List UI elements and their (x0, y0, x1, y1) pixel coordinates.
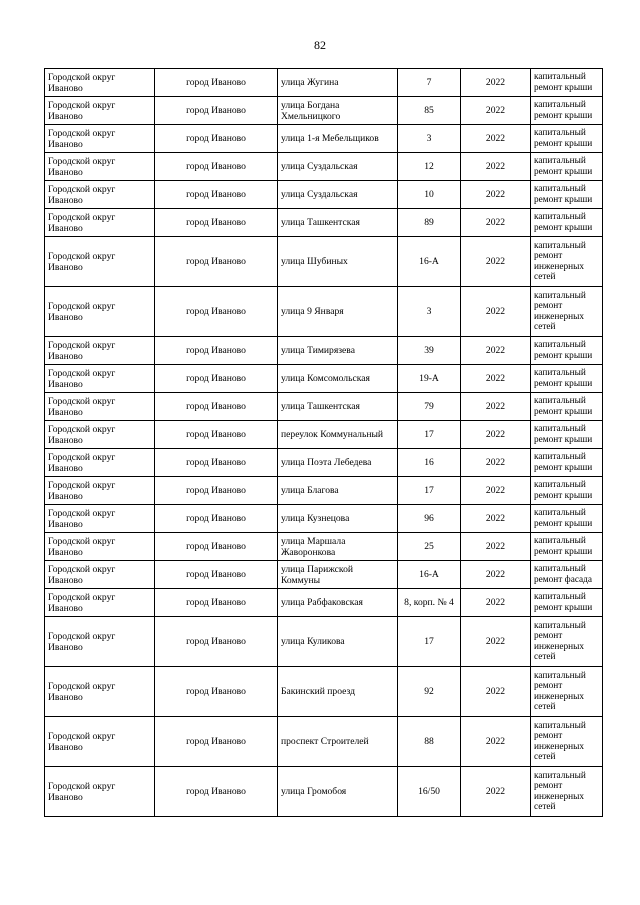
district-cell: Городской округ Иваново (45, 717, 155, 767)
table-row (45, 69, 603, 97)
year-cell: 2022 (461, 589, 531, 617)
district-cell: Городской округ Иваново (45, 449, 155, 477)
district-cell: Городской округ Иваново (45, 421, 155, 449)
house-number-cell: 85 (398, 97, 461, 125)
house-number-cell: 88 (398, 717, 461, 767)
work-type-cell: капитальный ремонт крыши (531, 209, 603, 237)
district-cell: Городской округ Иваново (45, 393, 155, 421)
district-cell: Городской округ Иваново (45, 181, 155, 209)
house-number-cell: 16-А (398, 237, 461, 287)
work-type-cell: капитальный ремонт крыши (531, 153, 603, 181)
street-cell: улица Ташкентская (278, 209, 398, 237)
work-type-cell: капитальный ремонт инженерных сетей (531, 617, 603, 667)
table-row (45, 589, 603, 617)
town-cell: город Иваново (155, 561, 278, 589)
house-number-cell: 10 (398, 181, 461, 209)
town-cell: город Иваново (155, 421, 278, 449)
table-row (45, 237, 603, 287)
town-cell: город Иваново (155, 393, 278, 421)
street-cell: улица Благова (278, 477, 398, 505)
work-type-cell: капитальный ремонт крыши (531, 477, 603, 505)
town-cell: город Иваново (155, 181, 278, 209)
district-cell: Городской округ Иваново (45, 767, 155, 817)
house-number-cell: 7 (398, 69, 461, 97)
house-number-cell: 12 (398, 153, 461, 181)
table-row (45, 533, 603, 561)
town-cell: город Иваново (155, 477, 278, 505)
year-cell: 2022 (461, 393, 531, 421)
house-number-cell: 17 (398, 421, 461, 449)
year-cell: 2022 (461, 209, 531, 237)
repair-schedule-table (44, 68, 603, 817)
year-cell: 2022 (461, 767, 531, 817)
work-type-cell: капитальный ремонт крыши (531, 337, 603, 365)
street-cell: улица Шубиных (278, 237, 398, 287)
street-cell: улица Куликова (278, 617, 398, 667)
house-number-cell: 89 (398, 209, 461, 237)
year-cell: 2022 (461, 97, 531, 125)
table-row (45, 717, 603, 767)
street-cell: улица Жугина (278, 69, 398, 97)
town-cell: город Иваново (155, 365, 278, 393)
table-row (45, 393, 603, 421)
table-row (45, 365, 603, 393)
street-cell: улица Рабфаковская (278, 589, 398, 617)
town-cell: город Иваново (155, 69, 278, 97)
page-number: 82 (314, 38, 326, 52)
work-type-cell: капитальный ремонт крыши (531, 97, 603, 125)
year-cell: 2022 (461, 237, 531, 287)
house-number-cell: 39 (398, 337, 461, 365)
district-cell: Городской округ Иваново (45, 125, 155, 153)
house-number-cell: 96 (398, 505, 461, 533)
house-number-cell: 16/50 (398, 767, 461, 817)
table-row (45, 97, 603, 125)
district-cell: Городской округ Иваново (45, 337, 155, 365)
table-row (45, 421, 603, 449)
table-row (45, 181, 603, 209)
year-cell: 2022 (461, 505, 531, 533)
house-number-cell: 17 (398, 477, 461, 505)
district-cell: Городской округ Иваново (45, 153, 155, 181)
district-cell: Городской округ Иваново (45, 97, 155, 125)
house-number-cell: 92 (398, 667, 461, 717)
year-cell: 2022 (461, 717, 531, 767)
work-type-cell: капитальный ремонт инженерных сетей (531, 717, 603, 767)
street-cell: улица Тимирязева (278, 337, 398, 365)
year-cell: 2022 (461, 365, 531, 393)
town-cell: город Иваново (155, 617, 278, 667)
street-cell: улица Громобоя (278, 767, 398, 817)
street-cell: улица Суздальская (278, 153, 398, 181)
town-cell: город Иваново (155, 237, 278, 287)
year-cell: 2022 (461, 337, 531, 365)
street-cell: переулок Коммунальный (278, 421, 398, 449)
table-row (45, 667, 603, 717)
work-type-cell: капитальный ремонт крыши (531, 505, 603, 533)
work-type-cell: капитальный ремонт крыши (531, 421, 603, 449)
street-cell: улица 9 Января (278, 287, 398, 337)
street-cell: улица Парижской Коммуны (278, 561, 398, 589)
street-cell: улица Кузнецова (278, 505, 398, 533)
district-cell: Городской округ Иваново (45, 365, 155, 393)
work-type-cell: капитальный ремонт крыши (531, 589, 603, 617)
work-type-cell: капитальный ремонт инженерных сетей (531, 667, 603, 717)
street-cell: улица Богдана Хмельницкого (278, 97, 398, 125)
house-number-cell: 25 (398, 533, 461, 561)
year-cell: 2022 (461, 477, 531, 505)
house-number-cell: 8, корп. № 4 (398, 589, 461, 617)
town-cell: город Иваново (155, 505, 278, 533)
year-cell: 2022 (461, 533, 531, 561)
year-cell: 2022 (461, 449, 531, 477)
district-cell: Городской округ Иваново (45, 287, 155, 337)
table-row (45, 767, 603, 817)
house-number-cell: 17 (398, 617, 461, 667)
year-cell: 2022 (461, 287, 531, 337)
work-type-cell: капитальный ремонт крыши (531, 125, 603, 153)
table-row (45, 153, 603, 181)
town-cell: город Иваново (155, 125, 278, 153)
year-cell: 2022 (461, 153, 531, 181)
street-cell: Бакинский проезд (278, 667, 398, 717)
street-cell: улица Ташкентская (278, 393, 398, 421)
town-cell: город Иваново (155, 667, 278, 717)
street-cell: улица Суздальская (278, 181, 398, 209)
house-number-cell: 3 (398, 287, 461, 337)
table-row (45, 617, 603, 667)
table-row (45, 505, 603, 533)
town-cell: город Иваново (155, 767, 278, 817)
district-cell: Городской округ Иваново (45, 505, 155, 533)
town-cell: город Иваново (155, 287, 278, 337)
year-cell: 2022 (461, 561, 531, 589)
table-row (45, 337, 603, 365)
table-row (45, 125, 603, 153)
street-cell: проспект Строителей (278, 717, 398, 767)
district-cell: Городской округ Иваново (45, 667, 155, 717)
town-cell: город Иваново (155, 533, 278, 561)
town-cell: город Иваново (155, 449, 278, 477)
table-row (45, 209, 603, 237)
table-row (45, 561, 603, 589)
district-cell: Городской округ Иваново (45, 477, 155, 505)
town-cell: город Иваново (155, 337, 278, 365)
work-type-cell: капитальный ремонт фасада (531, 561, 603, 589)
district-cell: Городской округ Иваново (45, 617, 155, 667)
work-type-cell: капитальный ремонт крыши (531, 365, 603, 393)
district-cell: Городской округ Иваново (45, 237, 155, 287)
house-number-cell: 79 (398, 393, 461, 421)
year-cell: 2022 (461, 181, 531, 209)
district-cell: Городской округ Иваново (45, 589, 155, 617)
work-type-cell: капитальный ремонт инженерных сетей (531, 287, 603, 337)
work-type-cell: капитальный ремонт крыши (531, 449, 603, 477)
town-cell: город Иваново (155, 97, 278, 125)
year-cell: 2022 (461, 421, 531, 449)
house-number-cell: 3 (398, 125, 461, 153)
work-type-cell: капитальный ремонт крыши (531, 69, 603, 97)
table-row (45, 477, 603, 505)
year-cell: 2022 (461, 69, 531, 97)
work-type-cell: капитальный ремонт крыши (531, 393, 603, 421)
street-cell: улица Комсомольская (278, 365, 398, 393)
house-number-cell: 16 (398, 449, 461, 477)
district-cell: Городской округ Иваново (45, 561, 155, 589)
street-cell: улица Поэта Лебедева (278, 449, 398, 477)
house-number-cell: 16-А (398, 561, 461, 589)
work-type-cell: капитальный ремонт инженерных сетей (531, 237, 603, 287)
district-cell: Городской округ Иваново (45, 209, 155, 237)
town-cell: город Иваново (155, 589, 278, 617)
year-cell: 2022 (461, 617, 531, 667)
house-number-cell: 19-А (398, 365, 461, 393)
work-type-cell: капитальный ремонт инженерных сетей (531, 767, 603, 817)
town-cell: город Иваново (155, 209, 278, 237)
street-cell: улица Маршала Жаворонкова (278, 533, 398, 561)
district-cell: Городской округ Иваново (45, 533, 155, 561)
town-cell: город Иваново (155, 153, 278, 181)
district-cell: Городской округ Иваново (45, 69, 155, 97)
year-cell: 2022 (461, 125, 531, 153)
street-cell: улица 1-я Мебельщиков (278, 125, 398, 153)
work-type-cell: капитальный ремонт крыши (531, 181, 603, 209)
town-cell: город Иваново (155, 717, 278, 767)
table-row (45, 449, 603, 477)
year-cell: 2022 (461, 667, 531, 717)
table-row (45, 287, 603, 337)
table-body (45, 69, 603, 817)
work-type-cell: капитальный ремонт крыши (531, 533, 603, 561)
